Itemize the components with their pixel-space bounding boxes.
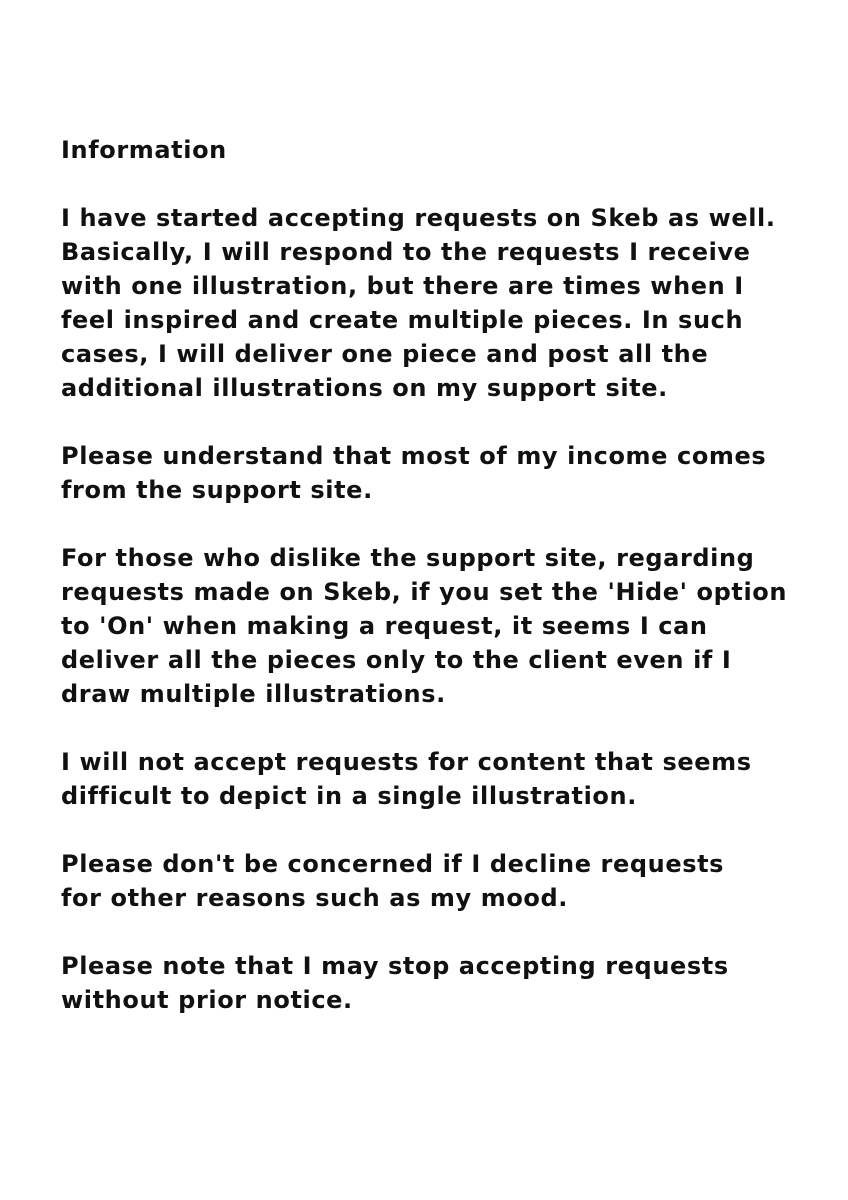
text-line: Please understand that most of my income comes — [61, 442, 767, 470]
paragraph-hide-option — [61, 541, 831, 711]
document-heading: Information — [61, 136, 227, 164]
text-line: additional illustrations on my support site. — [61, 374, 668, 402]
text-line: deliver all the pieces only to the client even if I — [61, 646, 732, 674]
text-line: feel inspired and create multiple pieces. In such — [61, 306, 744, 334]
text-line: cases, I will deliver one piece and post all the — [61, 340, 709, 368]
document-body — [61, 133, 831, 1051]
text-line: draw multiple illustrations. — [61, 680, 446, 708]
text-line: Please note that I may stop accepting requests — [61, 952, 729, 980]
text-line: from the support site. — [61, 476, 373, 504]
paragraph-decline — [61, 847, 831, 915]
text-line: difficult to depict in a single illustration. — [61, 782, 637, 810]
text-line: without prior notice. — [61, 986, 353, 1014]
text-line: I have started accepting requests on Skeb as well. — [61, 204, 776, 232]
paragraph-skeb-intro — [61, 201, 831, 405]
text-line: Please don't be concerned if I decline requests — [61, 850, 725, 878]
text-line: For those who dislike the support site, regarding — [61, 544, 755, 572]
paragraph-income — [61, 439, 831, 507]
text-line: with one illustration, but there are times when I — [61, 272, 744, 300]
text-line: I will not accept requests for content that seems — [61, 748, 752, 776]
text-line: requests made on Skeb, if you set the 'Hide' option — [61, 578, 788, 606]
text-line: Basically, I will respond to the requests I receive — [61, 238, 751, 266]
text-line: for other reasons such as my mood. — [61, 884, 569, 912]
text-line: to 'On' when making a request, it seems I can — [61, 612, 708, 640]
paragraph-notice — [61, 949, 831, 1017]
paragraph-content-limits — [61, 745, 831, 813]
